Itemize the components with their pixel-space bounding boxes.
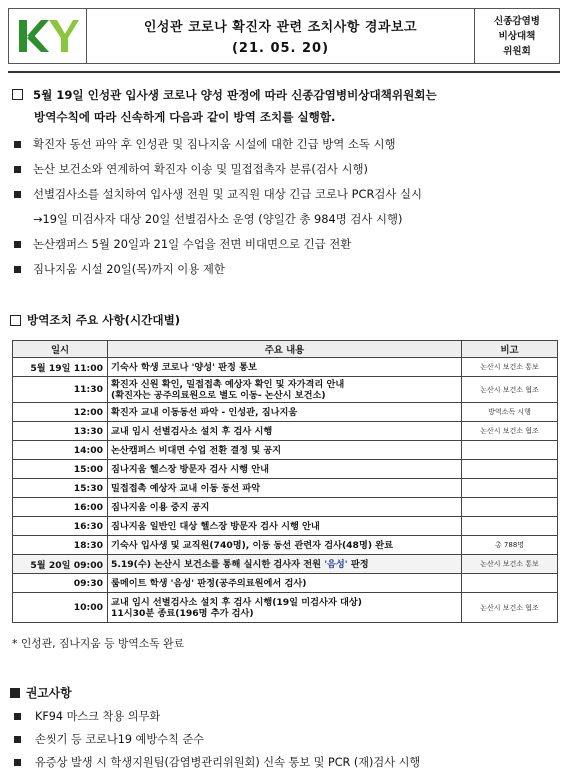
title-cell [87,9,475,63]
table-row: 13:30 교내 임시 선별검사소 설치 후 검사 시행 논산시 보건소 협조 [13,422,558,441]
header-divider [8,71,560,73]
logo-cell [9,9,87,63]
table-row: 14:00 논산캠퍼스 비대면 수업 전환 결정 및 공지 [13,441,558,460]
table-row: 16:00 짐나지움 이용 중지 공지 [13,498,558,517]
bullet-square-icon [14,266,21,273]
action-list [10,132,558,282]
column-header-datetime: 일시 [13,341,108,358]
timeline-table [12,340,558,623]
section-title-timeline: 방역조치 주요 사항(시간대별) [10,312,180,328]
table-row: 11:30 확진자 신원 확인, 밀접접촉 예상자 확인 및 자가격리 안내 (확진자는 공주의료원으로 별도 이동- 논산시 보건소) 논산시 보건소 협조 [13,377,558,403]
intro-line-1: 5월 19일 인성관 입사생 코로나 양성 판정에 따라 신종감염병비상대책위원회는 [33,88,437,102]
table-row: 18:30 기숙사 입사생 및 교직원(740명), 이동 동선 관련자 검사(48명) 완료 총 788명 [13,536,558,555]
intro-paragraph [10,84,558,128]
report-title: 인성관 코로나 확진자 관련 조치사항 경과보고 [143,20,418,35]
table-row: 5월 20일 09:00 5.19(수) 논산시 보건소를 통해 실시한 검사자 전원 '음성' 판정 논산시 보건소 통보 [13,555,558,574]
column-header-note: 비고 [462,341,558,358]
bullet-square-icon [14,713,21,720]
university-logo-icon [15,16,81,56]
list-item: 선별검사소를 설치하여 입사생 전원 및 교직원 대상 긴급 코로나 PCR검사 실시 [10,182,558,207]
table-row: 16:30 짐나지움 일반인 대상 헬스장 방문자 검사 시행 안내 [13,517,558,536]
section-title-recommendations: 권고사항 [10,684,72,701]
negative-result-highlight: '음성' [324,558,348,570]
list-item: 유증상 발생 시 학생지원팀(감염병관리위원회) 신속 통보 및 PCR (재)검사 시행 [10,751,558,774]
bullet-square-icon [14,166,21,173]
list-item: KF94 마스크 착용 의무화 [10,705,558,728]
table-row: 10:00 교내 임시 선별검사소 설치 후 검사 시행(19일 미검사자 대상) 11시30분 종료(196명 추가 검사) 논산시 보건소 협조 [13,593,558,623]
recommendation-list [10,705,558,774]
report-header [8,8,560,64]
table-footnote: * 인성관, 짐나지움 등 방역소독 완료 [12,637,185,650]
bullet-square-icon [14,241,21,248]
list-item: 손씻기 등 코로나19 예방수칙 준수 [10,728,558,751]
table-row: 15:00 짐나지움 헬스장 방문자 검사 시행 안내 [13,460,558,479]
table-row: 15:30 밀접접촉 예상자 교내 이동 동선 파악 [13,479,558,498]
list-item: 확진자 동선 파악 후 인성관 및 짐나지움 시설에 대한 긴급 방역 소독 시행 [10,132,558,157]
org-line-3: 위원회 [503,45,531,57]
table-row: 5월 19일 11:00 기숙사 학생 코로나 '양성' 판정 통보 논산시 보건소 통보 [13,358,558,377]
column-header-content: 주요 내용 [108,341,462,358]
list-item: 논산캠퍼스 5월 20일과 21일 수업을 전면 비대면으로 긴급 전환 [10,232,558,257]
organization-cell [475,9,559,63]
report-date: (21. 05. 20) [231,41,330,56]
filled-square-icon [10,688,20,698]
list-item: 짐나지움 시설 20일(목)까지 이용 제한 [10,257,558,282]
bullet-square-icon [14,759,21,766]
list-item: 논산 보건소와 연계하여 확진자 이송 및 밀접접촉자 분류(검사 시행) [10,157,558,182]
bullet-square-icon [14,141,21,148]
checkbox-square-icon [10,315,21,326]
table-header-row [13,341,558,358]
intro-line-2: 방역수칙에 따라 신속하게 다음과 같이 방역 조치를 실행함. [34,110,336,124]
checkbox-square-icon [12,89,23,100]
org-line-1: 신종감염병 [494,15,540,27]
org-line-2: 비상대책 [498,30,536,42]
bullet-square-icon [14,191,21,198]
table-row: 09:30 룸메이트 학생 '음성' 판정(공주의료원에서 검사) [13,574,558,593]
table-row: 12:00 확진자 교내 이동동선 파악 - 인성관, 짐나지움 방역소독 시행 [13,403,558,422]
bullet-square-icon [14,736,21,743]
list-subitem: →19일 미검사자 대상 20일 선별검사소 운영 (양일간 총 984명 검사 시행) [33,212,403,226]
